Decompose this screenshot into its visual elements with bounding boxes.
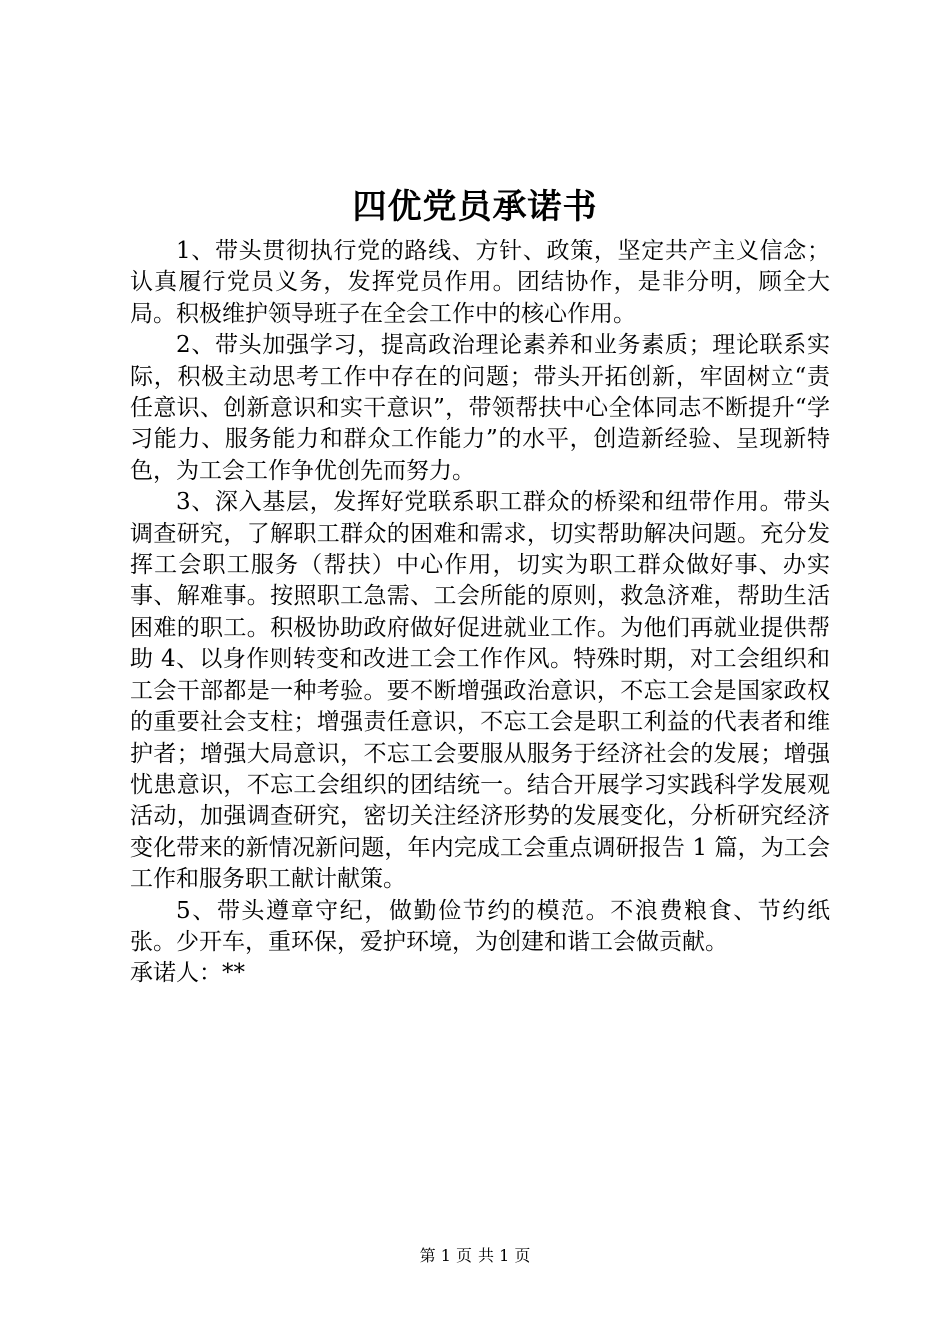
signature-line: 承诺人：** xyxy=(130,960,245,987)
paragraph-2: 2、带头加强学习，提高政治理论素养和业务素质；理论联系实际，积极主动思考工作中存在的问题；带头开拓创新，牢固树立“责任意识、创新意识和实干意识”，带领帮扶中心全体同志不断提升“学习能力、服务能力和群众工作能力”的水平，创造新经验、呈现新特色，为工会工作争优创先而努力。 xyxy=(130,332,830,484)
paragraph-3: 3、深入基层，发挥好党联系职工群众的桥梁和纽带作用。带头调查研究，了解职工群众的困难和需求，切实帮助解决问题。充分发挥工会职工服务（帮扶）中心作用，切实为职工群众做好事、办实事、解难事。按照职工急需、工会所能的原则，救急济难，帮助生活困难的职工。积极协助政府做好促进就业工作。为他们再就业提供帮助 4、以身作则转变和改进工会工作作风。特殊时期，对工会组织和工会干部都是一种考验。要不断增强政治意识，不忘工会是国家政权的重要社会支柱；增强责任意识，不忘工会是职工利益的代表者和维护者；增强大局意识，不忘工会要服从服务于经济社会的发展；增强忧患意识，不忘工会组织的团结统一。结合开展学习实践科学发展观活动，加强调查研究，密切关注经济形势的发展变化，分析研究经济变化带来的新情况新问题，年内完成工会重点调研报告 1 篇，为工会工作和服务职工献计献策。 xyxy=(130,489,830,893)
page-footer xyxy=(0,1245,950,1267)
page-number: 第 1 页 xyxy=(419,1246,472,1265)
document-body xyxy=(130,236,830,990)
document-title: 四优党员承诺书 xyxy=(352,187,598,227)
paragraph-1: 1、带头贯彻执行党的路线、方针、政策，坚定共产主义信念；认真履行党员义务，发挥党员作用。团结协作，是非分明，顾全大局。积极维护领导班子在全会工作中的核心作用。 xyxy=(130,238,830,327)
page-total: 共 1 页 xyxy=(478,1246,531,1265)
paragraph-4: 5、带头遵章守纪，做勤俭节约的模范。不浪费粮食、节约纸张。少开车，重环保，爱护环境，为创建和谐工会做贡献。 xyxy=(130,897,830,955)
